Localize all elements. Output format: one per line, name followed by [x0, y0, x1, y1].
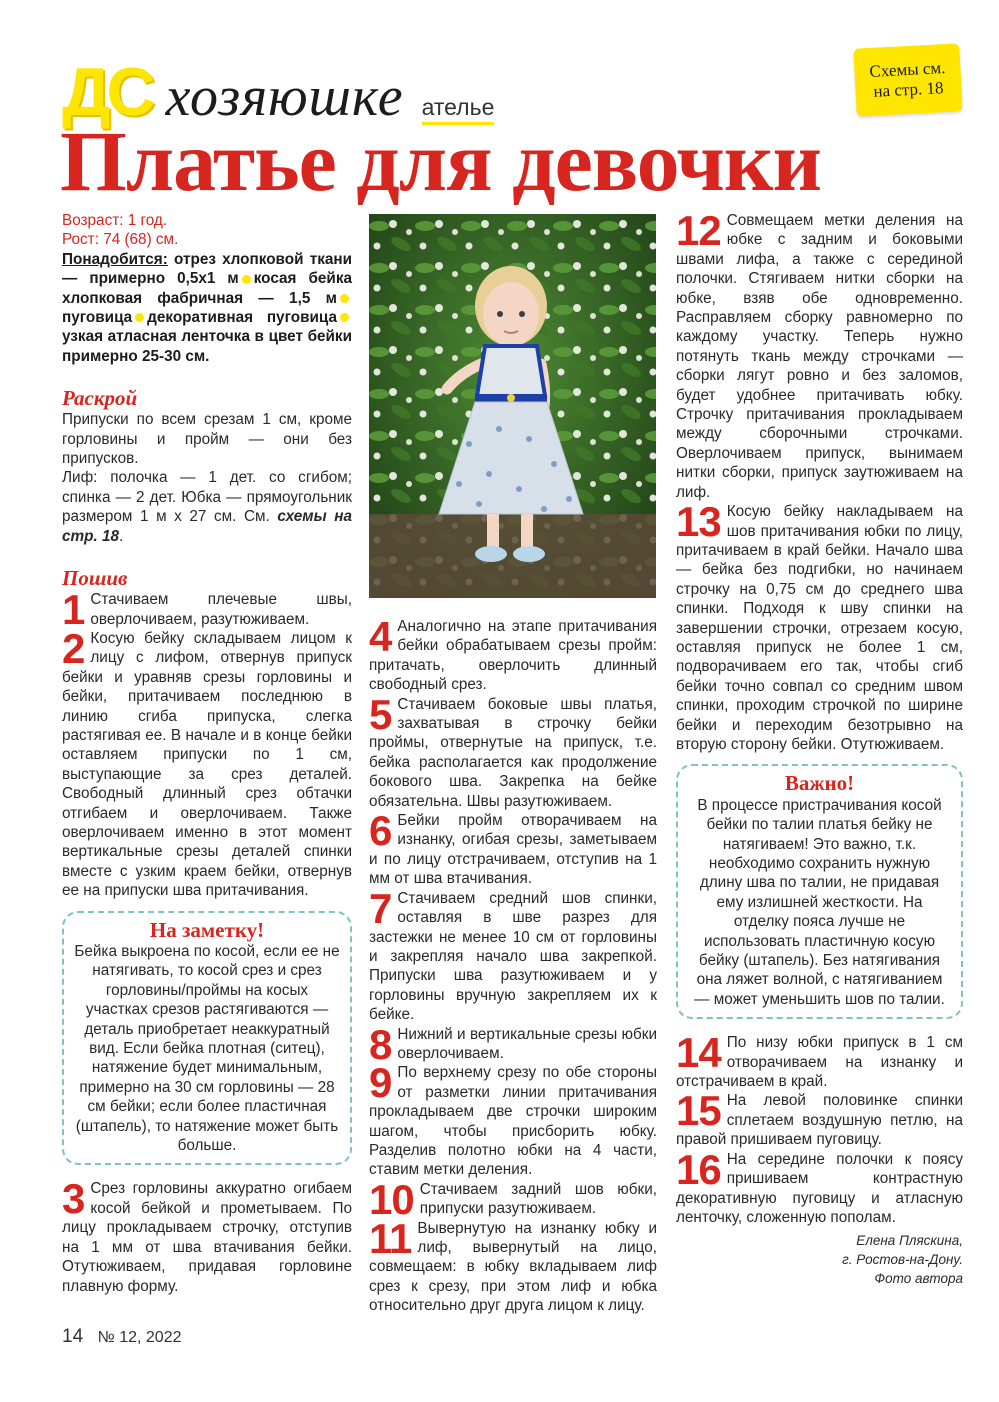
- step-13: [676, 498, 963, 754]
- step-number: 12: [676, 207, 721, 254]
- step-text: Стачиваем задний шов юбки, припуски разутюживаем.: [419, 1180, 657, 1218]
- step-text: Бейки пройм отворачиваем на изнанку, огибая срезы, заметываем и по лицу отстрачиваем, отступив на 1 мм от шва втачивания.: [369, 812, 657, 888]
- step-number: 7: [369, 884, 392, 932]
- cutting-text-2-main: Лиф: полочка — 1 дет. со сгибом; спинка — 2 дет. Юбка — прямоугольник размером 1 м х 27 см. См.: [62, 469, 352, 526]
- step-number: 5: [369, 690, 392, 738]
- step-number: 9: [369, 1059, 392, 1107]
- note-box-text: Бейка выкроена по косой, если ее не натягивать, то косой срез и срез горловины/проймы на косых участках срезов растягиваются — деталь приобретает неаккуратный вид. Если бейка плотная (ситец), натяжение будет минимальным, примерно на 30 см горловины — 28 см бейки; если более пластичная (штапель), то натяжение может быть больше.: [74, 943, 340, 1155]
- cutting-text-1: Припуски по всем срезам 1 см, кроме горловины и пройм — они без припусков.: [62, 411, 352, 468]
- step-text: На левой половинке спинки сплетаем воздушную петлю, на правой пришиваем пуговицу.: [676, 1092, 963, 1149]
- material-item: узкая атласная ленточка в цвет бейки примерно 25-30 см.: [62, 328, 352, 365]
- step-text: На середине полочки к поясу пришиваем контрастную декоративную пуговицу и атласную ленточку, сложенную пополам.: [676, 1150, 963, 1226]
- note-box-title: На заметку!: [149, 917, 265, 942]
- cutting-text-2-end: .: [118, 527, 124, 545]
- step-number: 14: [676, 1029, 721, 1077]
- author-credit: [676, 1231, 963, 1288]
- page-footer: [62, 1326, 181, 1348]
- step-2: [62, 624, 352, 901]
- step-3: [62, 1175, 352, 1295]
- step-number: 13: [676, 498, 721, 546]
- bullet-dot-icon: [340, 294, 349, 303]
- photo-credit: Фото автора: [874, 1271, 963, 1287]
- step-number: 6: [369, 807, 392, 855]
- step-text: Косую бейку накладываем на шов притачивания юбки по лицу, притачиваем в край бейки. Начало шва — бейка без подгибки, но начинаем строчку на 0,75 см до среднего шва спинки. Подходя к шву спинки на завершении строчки, отрезаем косую, оставляя припуск не более 1 см, подворачиваем его так, чтобы сгиб бейки точно совпал со средним швом спинки, проходим строчкой по ширине бейки и переходим безотрывно на вторую сторону бейки. Отутюживаем.: [676, 503, 963, 753]
- bullet-dot-icon: [242, 275, 251, 284]
- step-text: Срез горловины аккуратно огибаем косой бейкой и прометываем. По лицу прокладываем строчку, отступив на 1 мм от шва втачивания бейки. Отутюживаем, придавая горловине плавную форму.: [62, 1180, 352, 1295]
- important-box-text: В процессе пристрачивания косой бейки по талии платья бейку не натягиваем! Это важно, т.к. необходимо сохранить нужную длину шва по талии, не придавая ему излишней жесткости. На отделку пояса лучше не использовать пластичную косую бейку (штапель). Без натягивания она ляжет волной, с натягиванием — может уменьшить шов по талии.: [694, 796, 945, 1008]
- cutting-text-2: [62, 468, 352, 546]
- left-column: [62, 211, 352, 1296]
- step-text: Стачиваем боковые швы платья, захватывая в строчку бейки проймы, отвернутые на припуск, т.е. бейка располагается как продолжение бокового шва. Закрепка на бейке обязательна. Швы разутюживаем.: [369, 695, 657, 810]
- author-city: г. Ростов-на-Дону.: [842, 1252, 963, 1268]
- step-4: [369, 613, 657, 695]
- important-box-title: Важно!: [784, 771, 855, 796]
- step-9: [369, 1059, 657, 1179]
- right-column: [676, 207, 963, 1288]
- materials-list: [62, 250, 352, 366]
- step-14: [676, 1029, 963, 1091]
- note-box: [62, 911, 352, 1166]
- step-number: 8: [369, 1020, 392, 1068]
- magazine-logo: ДС: [62, 54, 152, 130]
- issue-number: № 12, 2022: [97, 1329, 182, 1346]
- important-box: [676, 764, 963, 1019]
- girl-in-dress-illustration: [369, 214, 656, 598]
- step-number: 2: [62, 624, 85, 672]
- age: Возраст: 1 год.: [62, 212, 168, 229]
- step-number: 11: [369, 1214, 412, 1262]
- material-item: декоративная пуговица: [147, 309, 337, 327]
- step-8: [369, 1020, 657, 1068]
- step-12: [676, 207, 963, 502]
- material-item: отрез хлопковой ткани — примерно 0,5х1 м: [62, 250, 353, 288]
- step-7: [369, 884, 657, 1025]
- step-number: 10: [369, 1175, 414, 1223]
- step-15: [676, 1087, 963, 1149]
- materials-label: Понадобится:: [62, 250, 168, 268]
- subsection-title: ателье: [422, 94, 495, 125]
- step-text: Стачиваем плечевые швы, оверлочиваем, разутюживаем.: [90, 591, 352, 628]
- bullet-dot-icon: [135, 313, 144, 322]
- dress-photo: [369, 214, 656, 598]
- step-text: Косую бейку складываем лицом к лицу с лифом, отвернув припуск бейки и уравняв срезы горловины и бейки, притачиваем последнюю в линию сгиба припуска, слегка растягивая ее. В начале и в конце бейки оставляем припуски по 1 см, выступающие за срез деталей. Свободный длинный срез обтачки отгибаем и оверлочиваем. Также оверлочиваем именно в этот момент вертикальные срезы деталей спинки вместе с узким краем бейки, отвернув ее на припуски шва притачивания.: [62, 629, 352, 900]
- step-5: [369, 690, 657, 811]
- step-10: [369, 1175, 657, 1223]
- page-number: 14: [62, 1326, 84, 1347]
- step-16: [676, 1145, 963, 1228]
- page-title: Платье для девочки: [60, 113, 821, 209]
- step-11: [369, 1214, 657, 1316]
- material-item: косая бейка хлопковая фабричная — 1,5 м: [62, 270, 352, 307]
- section-title: хозяюшке: [165, 66, 404, 128]
- step-text: По верхнему срезу по обе стороны от разметки линии притачивания прокладываем две строчки широким шагом, чтобы присборить юбку. Разделив полотно юбки на 4 части, ставим метки деления.: [369, 1064, 657, 1179]
- step-text: По низу юбки припуск в 1 см отворачиваем на изнанку и отстрачиваем в край.: [676, 1034, 963, 1091]
- step-number: 15: [676, 1087, 721, 1135]
- step-1: [62, 586, 352, 634]
- author-name: Елена Пляскина,: [856, 1233, 963, 1249]
- step-text: Аналогично на этапе притачивания бейки обрабатываем срезы пройм: притачать, оверлочить длинный свободный срез.: [369, 618, 657, 694]
- schemes-reference-note: Схемы см. на стр. 18: [853, 43, 962, 116]
- step-6: [369, 807, 657, 889]
- schemes-link: схемы на стр. 18: [62, 508, 352, 545]
- step-text: Нижний и вертикальные срезы юбки оверлочиваем.: [397, 1025, 657, 1062]
- middle-column: [369, 613, 657, 1316]
- step-text: Стачиваем средний шов спинки, оставляя в шве разрез для застежки не менее 10 см от горловины и закрепляя начало шва закрепкой. Припуски шва разутюживаем и у горловины вручную закрепляем их к бейке.: [369, 889, 657, 1024]
- step-text: Совмещаем метки деления на юбке с задним и боковыми швами лифа, а также с серединой полочки. Стягиваем нитки сборки на юбке, взяв обе одновременно. Расправляем сборку равномерно по каждому участку. Теперь нужно потянуть ткань между строчками — сборки лягут ровно и без заломов, будет удобнее притачивать юбку. Строчку притачивания прокладываем между сборочными строчками. Оверлочиваем припуск, вынимаем нитки сборки, припуск заутюживаем на лиф.: [676, 212, 963, 501]
- material-item: пуговица: [62, 309, 133, 327]
- sewing-heading: Пошив: [62, 566, 128, 591]
- step-number: 4: [369, 613, 392, 660]
- cutting-heading: Раскрой: [62, 386, 138, 411]
- step-number: 16: [676, 1145, 721, 1193]
- bullet-dot-icon: [340, 313, 349, 322]
- step-number: 3: [62, 1175, 85, 1223]
- step-text: Вывернутую на изнанку юбку и лиф, вывернутый на лицо, совмещаем: в юбку вкладываем лиф срез к срезу, при этом лиф и юбка относительно друг друга лицом к лицу.: [369, 1219, 657, 1315]
- step-number: 1: [62, 586, 85, 634]
- height: Рост: 74 (68) см.: [62, 231, 179, 249]
